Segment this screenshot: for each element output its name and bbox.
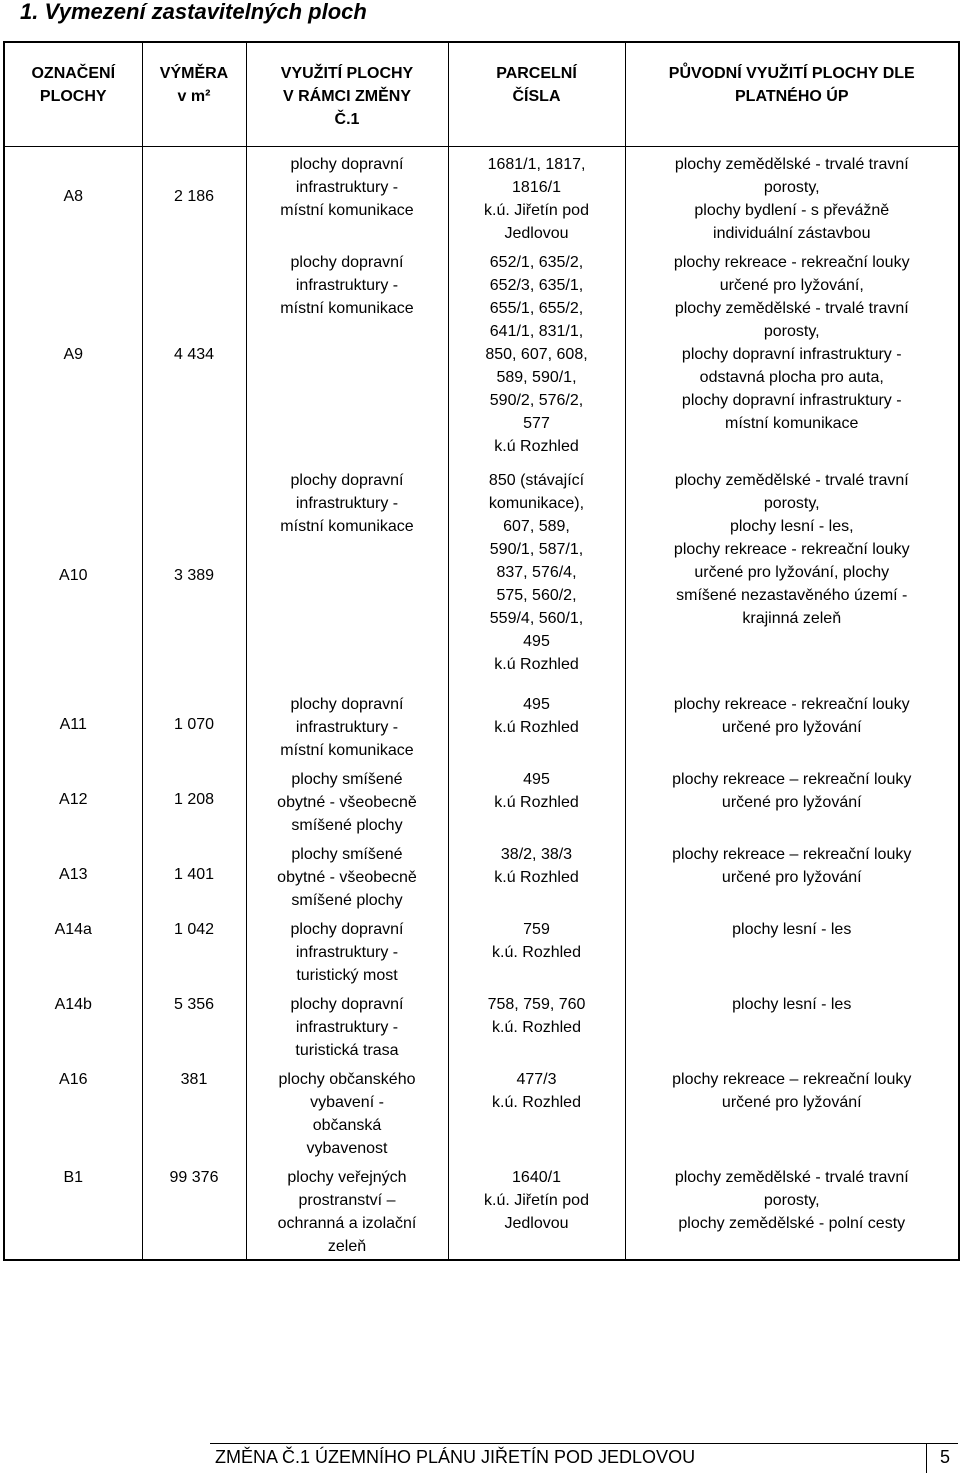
- cell-original-usage: plochy rekreace – rekreační louky určené pro lyžování: [625, 762, 959, 837]
- table-row: [4, 245, 959, 463]
- cell-original-usage: plochy zemědělské - trvalé travní porosty, plochy zemědělské - polní cesty: [625, 1160, 959, 1260]
- table-row: [4, 687, 959, 762]
- cell-area: 5 356: [142, 987, 246, 1062]
- cell-area: 3 389: [142, 463, 246, 687]
- footer-text: ZMĚNA Č.1 ÚZEMNÍHO PLÁNU JIŘETÍN POD JEDLOVOU: [215, 1447, 696, 1467]
- table-row: [4, 1062, 959, 1160]
- table-row: [4, 1160, 959, 1260]
- header-usage: VYUŽITÍ PLOCHY V RÁMCI ZMĚNY Č.1: [246, 42, 448, 147]
- cell-usage: plochy veřejných prostranství – ochranná a izolační zeleň: [246, 1160, 448, 1260]
- cell-usage: plochy dopravní infrastruktury - místní komunikace: [246, 687, 448, 762]
- cell-area: 2 186: [142, 147, 246, 246]
- cell-usage: plochy dopravní infrastruktury - místní komunikace: [246, 245, 448, 463]
- cell-parcels: 850 (stávající komunikace), 607, 589, 590/1, 587/1, 837, 576/4, 575, 560/2, 559/4, 560/1, 495 k.ú Rozhled: [448, 463, 625, 687]
- cell-area: 1 070: [142, 687, 246, 762]
- cell-parcels: 38/2, 38/3 k.ú Rozhled: [448, 837, 625, 912]
- cell-area: 1 208: [142, 762, 246, 837]
- cell-designation: A13: [4, 837, 142, 912]
- cell-designation: A11: [4, 687, 142, 762]
- table-row: [4, 987, 959, 1062]
- cell-original-usage: plochy rekreace – rekreační louky určené pro lyžování: [625, 1062, 959, 1160]
- cell-parcels: 477/3 k.ú. Rozhled: [448, 1062, 625, 1160]
- cell-designation: A12: [4, 762, 142, 837]
- cell-original-usage: plochy rekreace - rekreační louky určené pro lyžování: [625, 687, 959, 762]
- cell-designation: B1: [4, 1160, 142, 1260]
- cell-area: 99 376: [142, 1160, 246, 1260]
- table-body: [4, 147, 959, 1261]
- cell-original-usage: plochy lesní - les: [625, 987, 959, 1062]
- cell-original-usage: plochy zemědělské - trvalé travní porosty, plochy bydlení - s převážně individuální zástavbou: [625, 147, 959, 246]
- cell-designation: A10: [4, 463, 142, 687]
- cell-usage: plochy občanského vybavení - občanská vybavenost: [246, 1062, 448, 1160]
- cell-designation: A16: [4, 1062, 142, 1160]
- cell-usage: plochy dopravní infrastruktury - místní komunikace: [246, 463, 448, 687]
- cell-area: 4 434: [142, 245, 246, 463]
- page-title: 1. Vymezení zastavitelných ploch: [20, 0, 367, 24]
- header-parcels: PARCELNÍ ČÍSLA: [448, 42, 625, 147]
- cell-parcels: 495 k.ú Rozhled: [448, 762, 625, 837]
- footer-page-divider: [926, 1443, 927, 1473]
- cell-original-usage: plochy rekreace - rekreační louky určené pro lyžování, plochy zemědělské - trvalé travní porosty, plochy dopravní infrastruktury - odstavná plocha pro auta, plochy dopravní infrastruktury - místní komunikace: [625, 245, 959, 463]
- header-designation: OZNAČENÍ PLOCHY: [4, 42, 142, 147]
- footer-divider: [210, 1443, 958, 1444]
- header-area: VÝMĚRA v m²: [142, 42, 246, 147]
- cell-parcels: 758, 759, 760 k.ú. Rozhled: [448, 987, 625, 1062]
- table-row: [4, 463, 959, 687]
- cell-designation: A14b: [4, 987, 142, 1062]
- table-row: [4, 837, 959, 912]
- cell-original-usage: plochy lesní - les: [625, 912, 959, 987]
- zones-table: [3, 41, 960, 1261]
- cell-usage: plochy smíšené obytné - všeobecně smíšené plochy: [246, 762, 448, 837]
- table-row: [4, 912, 959, 987]
- cell-usage: plochy dopravní infrastruktury - místní komunikace: [246, 147, 448, 246]
- cell-designation: A9: [4, 245, 142, 463]
- header-original-usage: PŮVODNÍ VYUŽITÍ PLOCHY DLE PLATNÉHO ÚP: [625, 42, 959, 147]
- table-row: [4, 147, 959, 246]
- cell-usage: plochy dopravní infrastruktury - turistická trasa: [246, 987, 448, 1062]
- cell-designation: A14a: [4, 912, 142, 987]
- cell-parcels: 652/1, 635/2, 652/3, 635/1, 655/1, 655/2, 641/1, 831/1, 850, 607, 608, 589, 590/1, 590/2, 576/2, 577 k.ú Rozhled: [448, 245, 625, 463]
- table-header-row: [4, 42, 959, 147]
- cell-area: 381: [142, 1062, 246, 1160]
- cell-area: 1 401: [142, 837, 246, 912]
- cell-original-usage: plochy zemědělské - trvalé travní porosty, plochy lesní - les, plochy rekreace - rekreační louky určené pro lyžování, plochy smíšené nezastavěného území - krajinná zeleň: [625, 463, 959, 687]
- cell-parcels: 495 k.ú Rozhled: [448, 687, 625, 762]
- cell-usage: plochy smíšené obytné - všeobecně smíšené plochy: [246, 837, 448, 912]
- cell-designation: A8: [4, 147, 142, 246]
- cell-parcels: 1640/1 k.ú. Jiřetín pod Jedlovou: [448, 1160, 625, 1260]
- cell-original-usage: plochy rekreace – rekreační louky určené pro lyžování: [625, 837, 959, 912]
- cell-parcels: 759 k.ú. Rozhled: [448, 912, 625, 987]
- cell-parcels: 1681/1, 1817, 1816/1 k.ú. Jiřetín pod Jedlovou: [448, 147, 625, 246]
- table-row: [4, 762, 959, 837]
- page-number: 5: [940, 1447, 951, 1467]
- cell-area: 1 042: [142, 912, 246, 987]
- cell-usage: plochy dopravní infrastruktury - turistický most: [246, 912, 448, 987]
